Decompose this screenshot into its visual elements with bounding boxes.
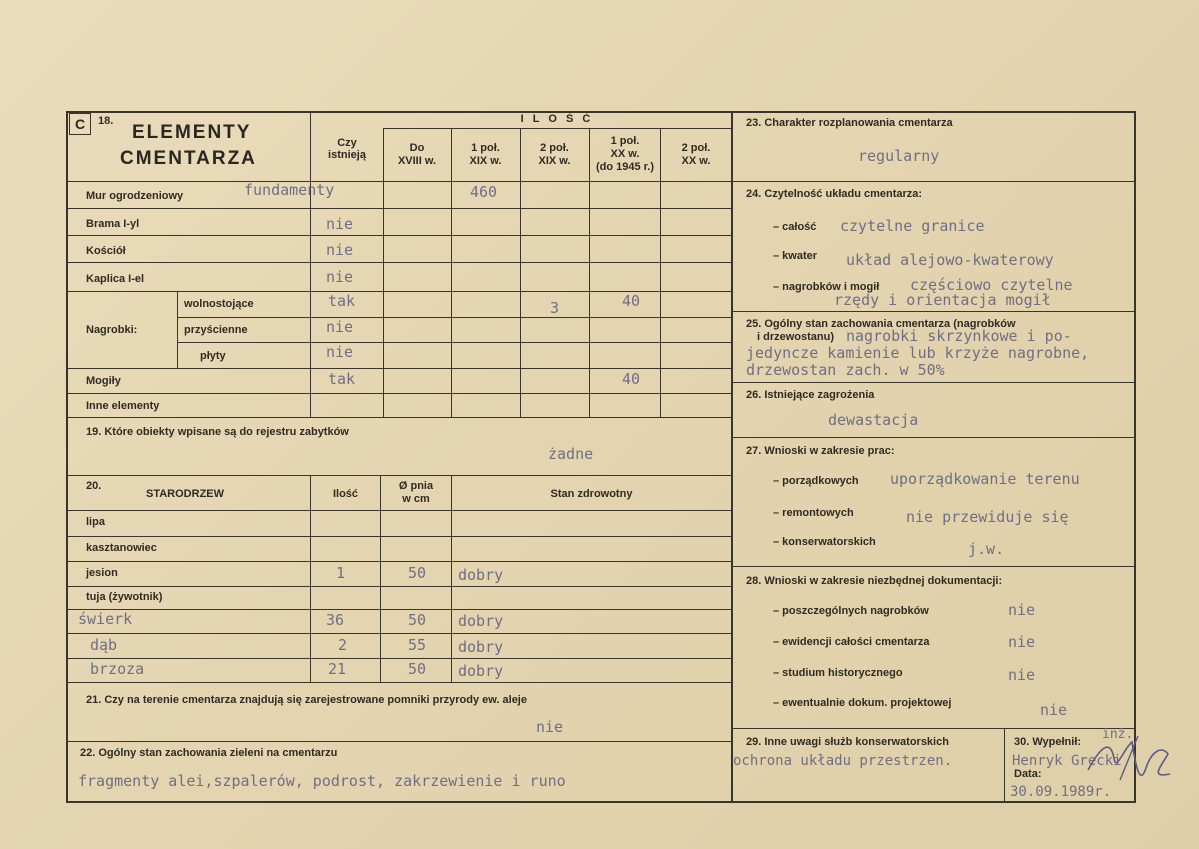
row-wolno-p3: 3 (550, 299, 560, 317)
s28-item-value-4: nie (1040, 701, 1068, 719)
row-kaplica-value: nie (326, 268, 354, 286)
s27-porz-value: uporządkowanie terenu (890, 470, 1080, 488)
s20-col-stan: Stan zdrowotny (550, 488, 633, 500)
s27-rem-value: nie przewiduje się (906, 508, 1069, 526)
tree-ilosc-brzoza: 21 (328, 660, 347, 678)
s20-col-pnia (381, 480, 451, 506)
row-wolno-p4: 40 (622, 292, 641, 310)
period-col-5 (661, 142, 731, 168)
period-3-line-1: 2 poł. (540, 142, 569, 154)
right-outer-border (1134, 111, 1136, 802)
s27-rem-label: – remontowych (773, 507, 854, 519)
handwritten-signature (1080, 728, 1180, 798)
s19-value: żadne (548, 445, 594, 463)
grid-line (731, 728, 1134, 729)
tree-pnia-swierk: 50 (408, 611, 427, 629)
tree-pnia-dab: 55 (408, 636, 427, 654)
grid-line (66, 561, 731, 562)
row-nagrobki-label: Nagrobki: (86, 324, 138, 336)
row-plyty-label: płyty (200, 350, 226, 362)
grid-line (731, 382, 1134, 383)
row-wolno-label: wolnostojące (184, 298, 254, 310)
s30-title: inż. (1102, 727, 1134, 742)
s28-item-value-3: nie (1008, 666, 1036, 684)
col-czy-istnieja (312, 137, 382, 161)
s24-nagrobkow-value-1: częściowo czytelne (910, 276, 1073, 294)
s27-label: 27. Wnioski w zakresie prac: (746, 445, 895, 457)
tree-stan-swierk: dobry (458, 612, 504, 630)
period-1-line-2: XVIII w. (397, 155, 437, 167)
s23-label: 23. Charakter rozplanowania cmentarza (746, 117, 953, 129)
row-kosciol-label: Kościół (86, 245, 126, 257)
grid-line (66, 510, 731, 511)
tree-stan-dab: dobry (458, 638, 504, 656)
s24-nagrobkow-value-2: rzędy i orientacja mogił (834, 291, 1051, 309)
s20-header: STARODRZEW (146, 488, 225, 500)
grid-line (66, 417, 731, 418)
tree-name-kasztanowiec: kasztanowiec (86, 542, 157, 554)
grid-line (66, 208, 731, 209)
s28-label: 28. Wnioski w zakresie niezbędnej dokumentacji: (746, 575, 1003, 587)
right-top-border (731, 111, 1136, 113)
s24-kwater-value: układ alejowo-kwaterowy (846, 251, 1054, 269)
grid-line (66, 262, 731, 263)
ilosc-header: I L O Ś Ć (520, 113, 594, 125)
s30-name: Henryk Grecki (1012, 753, 1122, 769)
s24-calosc-value: czytelne granice (840, 217, 985, 235)
period-5-line-1: 2 poł. (681, 142, 711, 154)
tree-stan-jesion: dobry (458, 566, 504, 584)
period-2-line-2: XIX w. (469, 155, 502, 167)
grid-line (177, 342, 731, 343)
s28-item-label-1: – poszczególnych nagrobków (773, 605, 929, 617)
grid-line (383, 128, 384, 417)
grid-line (383, 128, 731, 129)
tree-name-jesion: jesion (86, 567, 118, 579)
center-divider (731, 111, 733, 802)
grid-line (451, 128, 452, 417)
s29-value: ochrona układu przestrzen. (733, 753, 953, 769)
s24-calosc-label: – całość (773, 221, 817, 233)
s20-col-pnia-line-1: Ø pnia (398, 480, 434, 492)
grid-line (177, 291, 178, 368)
row-przysc-label: przyścienne (184, 324, 248, 336)
row-mogily-p4: 40 (622, 370, 641, 388)
period-4-line-2: XX w. (610, 148, 640, 160)
tree-ilosc-dab: 2 (338, 636, 348, 654)
s27-porz-label: – porządkowych (773, 475, 859, 487)
s22-value: fragmenty alei,szpalerów, podrost, zakrzewienie i runo (78, 772, 566, 790)
s28-item-value-2: nie (1008, 633, 1036, 651)
col-czy-line-2: istnieją (328, 149, 366, 161)
tree-stan-brzoza: dobry (458, 662, 504, 680)
tree-pnia-brzoza: 50 (408, 660, 427, 678)
s19-label: 19. Które obiekty wpisane są do rejestru zabytków (86, 426, 349, 438)
s25-label-1: 25. Ogólny stan zachowania cmentarza (nagrobków (746, 318, 1016, 330)
row-wolno-value: tak (328, 292, 356, 310)
grid-line (66, 682, 731, 683)
grid-line (731, 181, 1134, 182)
grid-line (66, 235, 731, 236)
period-5-line-2: XX w. (681, 155, 711, 167)
period-2-line-1: 1 poł. (471, 142, 500, 154)
s23-value: regularny (858, 147, 940, 165)
row-mur-p2: 460 (470, 183, 498, 201)
s18-title-2: CMENTARZA (120, 148, 257, 169)
s28-item-label-3: – studium historycznego (773, 667, 903, 679)
s26-label: 26. Istniejące zagrożenia (746, 389, 875, 401)
s28-item-value-1: nie (1008, 601, 1036, 619)
period-col-2 (452, 142, 519, 168)
row-brama-value: nie (326, 215, 354, 233)
period-1-line-1: Do (409, 142, 425, 154)
grid-line (66, 586, 731, 587)
s27-kons-label: – konserwatorskich (773, 536, 876, 548)
tree-ilosc-jesion: 1 (336, 564, 346, 582)
s30-label: 30. Wypełnił: (1014, 736, 1082, 748)
period-4-line-3: (do 1945 r.) (595, 161, 655, 173)
section-c-box: C (69, 113, 91, 135)
row-mogily-value: tak (328, 370, 356, 388)
s25-value-3: drzewostan zach. w 50% (746, 361, 945, 379)
s30-date: 30.09.1989r. (1010, 784, 1112, 800)
grid-line (66, 609, 731, 610)
s20-col-pnia-line-2: w cm (402, 493, 430, 505)
s25-value-1: nagrobki skrzynkowe i po- (846, 327, 1072, 345)
tree-name-tuja: tuja (żywotnik) (86, 591, 163, 603)
s30-date-label: Data: (1014, 768, 1042, 780)
right-bottom-border (731, 801, 1136, 803)
row-plyty-value: nie (326, 343, 354, 361)
grid-line (731, 311, 1134, 312)
tree-name-lipa: lipa (86, 516, 105, 528)
period-col-1 (384, 142, 450, 168)
grid-line (310, 111, 311, 417)
s25-value-2: jedyncze kamienie lub krzyże nagrobne, (746, 344, 1090, 362)
row-przysc-value: nie (326, 318, 354, 336)
s20-number: 20. (86, 480, 102, 492)
left-outer-border (66, 111, 68, 802)
grid-line (731, 437, 1134, 438)
period-3-line-2: XIX w. (538, 155, 571, 167)
grid-line (66, 536, 731, 537)
tree-name-brzoza: brzoza (90, 660, 145, 678)
grid-line (66, 393, 731, 394)
s21-label: 21. Czy na terenie cmentarza znajdują się zarejestrowane pomniki przyrody ew. aleje (86, 694, 527, 706)
s25-label-2: i drzewostanu) (757, 331, 835, 343)
grid-line (66, 475, 731, 476)
s22-label: 22. Ogólny stan zachowania zieleni na cmentarzu (80, 747, 338, 759)
tree-pnia-jesion: 50 (408, 564, 427, 582)
grid-line (451, 475, 452, 682)
grid-line (520, 128, 521, 417)
s24-label: 24. Czytelność układu cmentarza: (746, 188, 923, 200)
grid-line (66, 741, 731, 742)
grid-line (66, 633, 731, 634)
s28-item-label-2: – ewidencji całości cmentarza (773, 636, 930, 648)
s24-kwater-label: – kwater (773, 250, 818, 262)
grid-line (66, 368, 731, 369)
grid-line (66, 181, 731, 182)
row-brama-label: Brama I-yl (86, 218, 140, 230)
grid-line (731, 566, 1134, 567)
period-4-line-1: 1 poł. (610, 135, 640, 147)
s27-kons-value: j.w. (968, 540, 1005, 558)
s26-value: dewastacja (828, 411, 919, 429)
s20-col-ilosc: Ilość (332, 488, 359, 500)
s18-title-1: ELEMENTY (132, 122, 252, 143)
tree-ilosc-swierk: 36 (326, 611, 345, 629)
s29-label: 29. Inne uwagi służb konserwatorskich (746, 736, 949, 748)
grid-line (310, 475, 311, 682)
tree-name-swierk: świerk (78, 610, 133, 628)
period-col-4 (590, 135, 660, 174)
tree-name-dab: dąb (90, 636, 118, 654)
grid-line (177, 317, 731, 318)
row-kosciol-value: nie (326, 241, 354, 259)
col-czy-line-1: Czy (337, 137, 357, 149)
left-bottom-border (66, 801, 733, 803)
s18-number: 18. (98, 115, 114, 127)
grid-line (1004, 728, 1005, 802)
row-mur-value: fundamenty (244, 181, 335, 199)
s21-value: nie (536, 718, 564, 736)
grid-line (380, 475, 381, 682)
row-mogily-label: Mogiły (86, 375, 121, 387)
row-kaplica-label: Kaplica I-el (86, 273, 145, 285)
s24-nagrobkow-label: – nagrobków i mogił (773, 281, 880, 293)
grid-line (66, 658, 731, 659)
row-inne-label: Inne elementy (86, 400, 160, 412)
period-col-3 (521, 142, 588, 168)
s28-item-label-4: – ewentualnie dokum. projektowej (773, 697, 952, 709)
row-mur-label: Mur ogrodzeniowy (86, 190, 184, 202)
grid-line (660, 128, 661, 417)
